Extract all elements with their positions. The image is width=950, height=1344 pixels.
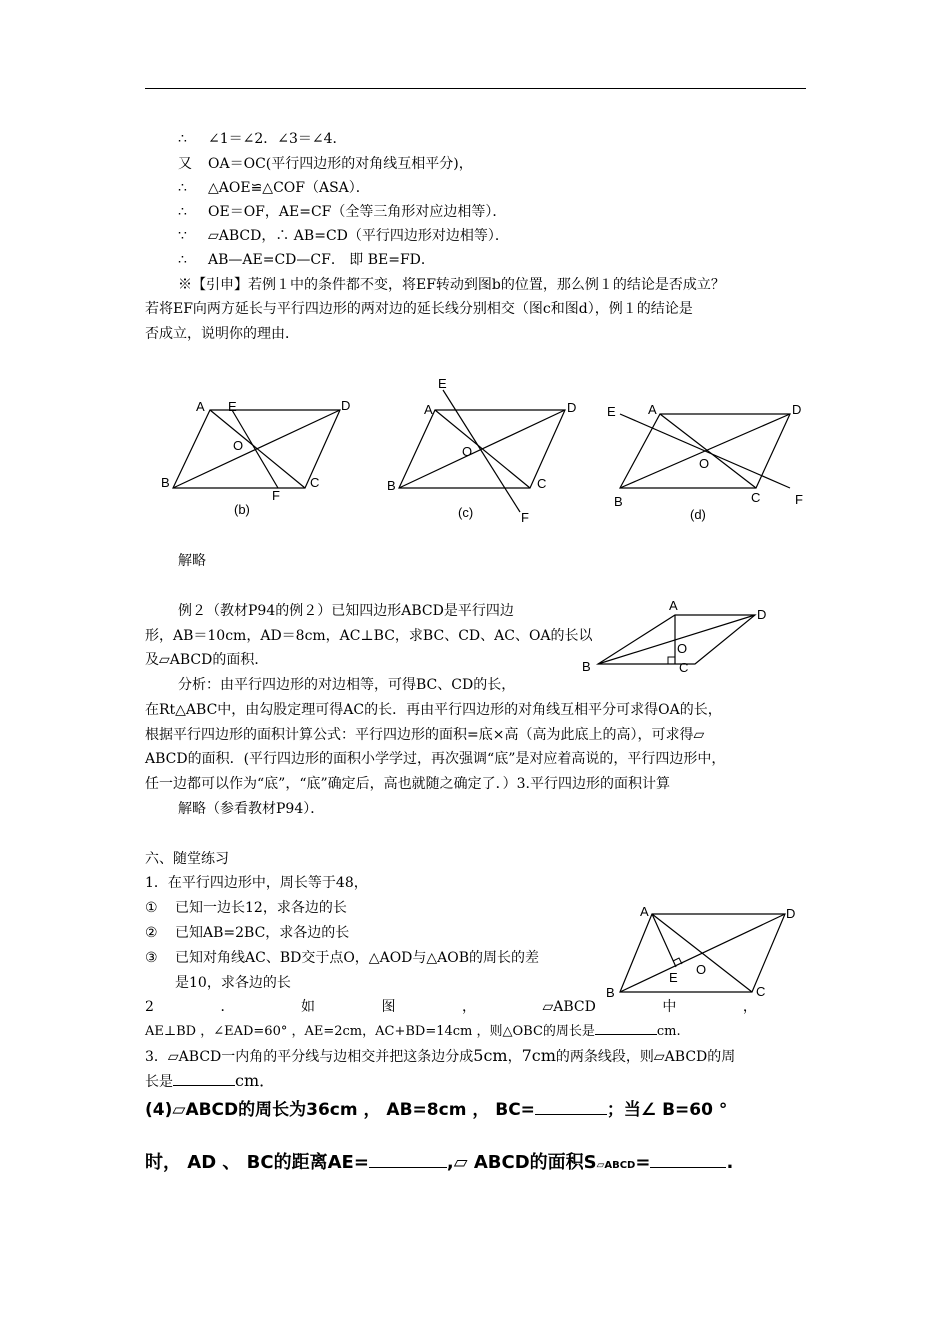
analysis-line-2: 在Rt△ABC中，由勾股定理可得AC的长．再由平行四边形的对角线互相平分可求得OA的长， [145,702,722,718]
practice-q2-line-1 [145,997,757,1017]
practice-q1c [145,948,539,968]
q3-unit: cm． [235,1071,276,1090]
label-b-d: B [614,494,623,509]
proof-text-1: ∠1＝∠2．∠3＝∠4． [208,131,347,147]
diagonal-ac-c [435,410,530,488]
label-f-d: F [795,492,803,507]
analysis-line-4: ABCD的面积．(平行四边形的面积小学学过，再次强调“底”是对应着高说的，平行四边形中， [145,751,726,767]
label-a-b: A [196,399,205,414]
analysis-line-5: 任一边都可以作为“底”，“底”确定后，高也就随之确定了．）3.平行四边形的面积计算 [145,776,670,792]
figure-practice [600,900,810,1005]
practice-q4-line-2 [145,1150,733,1179]
proof-text-2: OA＝OC(平行四边形的对角线互相平分)， [208,156,473,172]
q3-text-c: 长是 [145,1074,173,1090]
proof-text-3: △AOE≌△COF（ASA）． [208,180,370,196]
label-b-b: B [161,475,170,490]
analysis-line-3: 根据平行四边形的面积计算公式：平行四边形的面积=底×高（高为此底上的高），可求得▱ [145,727,705,743]
q4-text-d: ,▱ ABCD的面积S [446,1152,597,1173]
q4-text-c: 时， AD 、 BC的距离AE= [145,1152,369,1173]
proof-line-4 [178,202,506,222]
circled-1: ① [145,900,158,916]
label-b-c: B [387,478,396,493]
height-ae-practice [652,914,676,967]
circled-2: ② [145,925,158,941]
label-o-c: O [462,444,473,459]
label-d-c: D [567,400,577,415]
label-b-ex2: B [582,659,591,674]
extension-line-2: 若将EF向两方延长与平行四边形的两对边的延长线分别相交（图c和图d），例１的结论是 [145,301,693,317]
caption-c: (c) [458,505,474,520]
label-a-d: A [648,402,657,417]
proof-line-6 [178,250,435,270]
q4-subscript: ▱ABCD [596,1160,636,1171]
proof-text-5: ▱ABCD，∴ AB=CD（平行四边形对边相等）． [208,228,509,244]
answer-blank[interactable] [650,1167,726,1168]
label-f-b: F [272,488,280,503]
example2-solution: 解略（参看教材P94）． [178,801,325,817]
label-d-practice: D [786,906,796,921]
q3-separator: ， [507,1049,522,1065]
figure-example2 [575,592,775,682]
label-d-ex2: D [757,607,767,622]
therefore-symbol: ∴ [178,252,187,268]
header-rule [145,88,806,89]
label-c-c: C [537,476,547,491]
answer-blank[interactable] [369,1167,447,1168]
segment-ef-c [443,390,520,512]
q2-word: 图 [381,999,396,1015]
figure-c [387,376,576,525]
q4-text-b: ；当∠ B=60 ° [606,1100,728,1120]
example2-line-2: 形，AB＝10cm，AD＝8cm，AC⊥BC，求BC、CD、AC、OA的长以 [145,628,593,644]
q3-text-a: 3．▱ABCD一内角的平分线与边相交并把这条边分成 [145,1049,474,1065]
example2-line-1: 例２（教材P94的例２）已知四边形ABCD是平行四边 [178,603,514,619]
circled-3: ③ [145,950,158,966]
extension-line-3: 否成立，说明你的理由． [145,326,299,342]
label-c-d: C [751,490,761,505]
practice-q2-line-2 [145,1022,681,1042]
answer-blank[interactable] [535,1114,607,1115]
figure-b [161,398,350,517]
q1a-text: 已知一边长12，求各边的长 [175,900,347,916]
q1b-text: 已知AB=2BC，求各边的长 [175,925,350,941]
q4-period: . [726,1152,734,1173]
q4-text-a: (4)▱ABCD的周长为36cm ， AB=8cm ， BC= [145,1100,535,1120]
label-d-d: D [792,402,802,417]
q1c-text: 已知对角线AC、BD交于点O，△AOD与△AOB的周长的差 [175,950,540,966]
figures-bcd [0,370,950,530]
therefore-symbol: ∴ [178,131,187,147]
therefore-symbol: ∴ [178,180,187,196]
q2-word: ． [220,999,235,1015]
extension-line-1: ※【引申】若例１中的条件都不变，将EF转动到图b的位置，那么例１的结论是否成立？ [178,277,725,293]
q2-word: 2 [145,999,154,1015]
q2-text: AE⊥BD ，∠EAD=60° ，AE=2cm，AC+BD=14cm ，则△OBC的周长是 [145,1024,595,1039]
because-symbol: ∵ [178,228,187,244]
practice-q1c-cont: 是10，求各边的长 [175,975,291,991]
q2-word: ， [461,999,476,1015]
practice-q1b [145,923,349,943]
label-e-practice: E [669,970,678,985]
proof-text-6: AB—AE=CD—CF． 即 BE=FD． [208,252,435,268]
practice-q3-line-1 [145,1046,735,1067]
practice-q4-line-1 [145,1098,727,1122]
practice-q3-line-2 [145,1071,275,1092]
proof-line-2 [178,154,473,174]
caption-b: (b) [234,502,250,517]
right-angle-mark-ex2 [668,657,675,664]
label-b-practice: B [606,985,615,1000]
q2-word: 中 [662,999,677,1015]
label-c-ex2: C [679,660,689,675]
practice-q1: 1．在平行四边形中，周长等于48， [145,875,368,891]
example2-line-3: 及▱ABCD的面积． [145,652,269,668]
label-e-c: E [438,376,447,391]
q2-unit: cm. [656,1024,681,1039]
analysis-line-1: 分析：由平行四边形的对边相等，可得BC、CD的长， [178,677,516,693]
q2-word: 如 [300,999,315,1015]
label-c-practice: C [756,984,766,999]
label-d-b: D [341,398,351,413]
proof-line-5 [178,226,509,246]
diagonal-ac-practice [652,914,752,992]
also-symbol: 又 [178,156,192,172]
label-f-c: F [521,510,529,525]
answer-blank[interactable] [595,1034,657,1035]
diagonal-ac-d [660,414,756,488]
label-c-b: C [310,475,320,490]
proof-line-3 [178,178,370,198]
proof-line-1 [178,129,347,149]
therefore-symbol: ∴ [178,204,187,220]
q3-value-1: 5cm [473,1046,508,1065]
label-o-practice: O [696,962,707,977]
q2-word: ▱ABCD [542,999,596,1015]
label-o-ex2: O [677,641,688,656]
q3-text-b: 的两条线段，则▱ABCD的周 [555,1049,736,1065]
q2-word: ， [742,999,757,1015]
label-a-c: A [424,402,433,417]
figure-d [607,402,803,522]
label-a-ex2: A [669,598,678,613]
label-o-d: O [699,456,710,471]
practice-heading: 六、随堂练习 [145,851,229,867]
label-o-b: O [233,438,244,453]
practice-q1a [145,898,347,918]
answer-blank[interactable] [173,1085,235,1086]
label-e-d: E [607,404,616,419]
solution-1: 解略 [178,553,206,569]
q3-value-2: 7cm [521,1046,556,1065]
diagonal-bd-ex2 [598,615,755,664]
proof-text-4: OE＝OF，AE=CF（全等三角形对应边相等）． [208,204,507,220]
label-a-practice: A [640,904,649,919]
caption-d: (d) [690,507,706,522]
diagonal-ac-b [210,410,305,488]
label-e-b: E [228,399,237,414]
q4-equals: = [635,1152,651,1173]
